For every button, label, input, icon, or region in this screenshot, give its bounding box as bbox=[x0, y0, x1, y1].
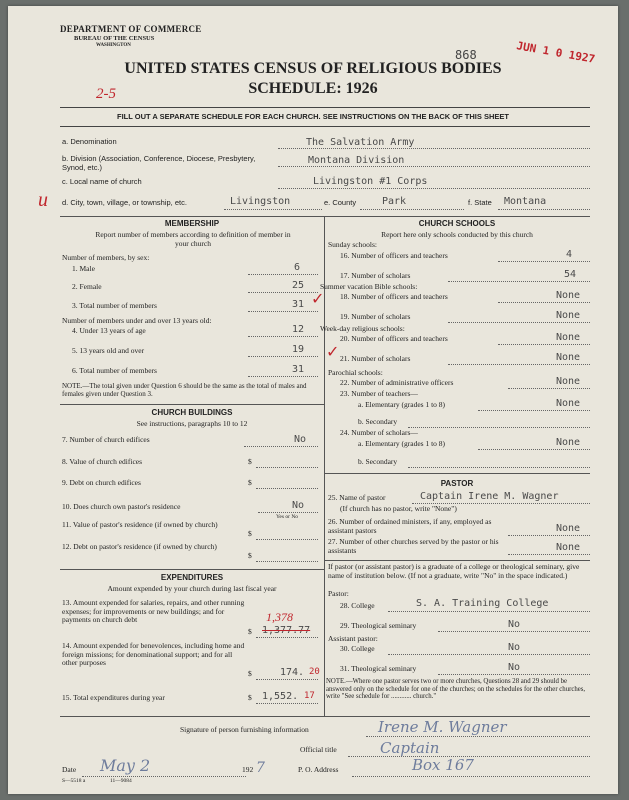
form-number-2: 11—9084 bbox=[110, 778, 132, 784]
q6-value[interactable]: 31 bbox=[292, 364, 305, 375]
state-value[interactable]: Montana bbox=[504, 196, 547, 207]
q4-value[interactable]: 12 bbox=[292, 324, 305, 335]
q23a-value[interactable]: None bbox=[556, 398, 581, 409]
city-value[interactable]: Livingston bbox=[230, 196, 291, 207]
q3-label: 3. Total number of members bbox=[72, 301, 157, 310]
official-title-value[interactable]: Captain bbox=[380, 739, 440, 757]
division-value[interactable]: Montana Division bbox=[308, 155, 405, 166]
q27-label: 27. Number of other churches served by the pastor or his assistants bbox=[328, 537, 499, 555]
q29-label: 29. Theological seminary bbox=[340, 621, 417, 630]
signature-label: Signature of person furnishing information bbox=[180, 725, 309, 734]
q23b-label: b. Secondary bbox=[358, 417, 398, 426]
q31-value[interactable]: No bbox=[508, 662, 521, 673]
form-title: UNITED STATES CENSUS OF RELIGIOUS BODIES bbox=[124, 60, 502, 77]
q5-label: 5. 13 years old and over bbox=[72, 346, 145, 355]
instruction-line: FILL OUT A SEPARATE SCHEDULE FOR EACH CHURCH. SEE INSTRUCTIONS ON THE BACK OF THIS SHEET bbox=[117, 112, 509, 121]
q15-cents: 17 bbox=[304, 691, 315, 701]
q20-value[interactable]: None bbox=[556, 332, 581, 343]
q23-label: 23. Number of teachers— bbox=[340, 389, 418, 398]
q9-dollar: $ bbox=[248, 478, 252, 487]
q8-label: 8. Value of church edifices bbox=[62, 457, 143, 466]
local-name-label: c. Local name of church bbox=[62, 177, 142, 186]
city-label: d. City, town, village, or township, etc. bbox=[62, 198, 187, 207]
county-label: e. County bbox=[324, 198, 357, 207]
q30-value[interactable]: No bbox=[508, 642, 521, 653]
q24b-label: b. Secondary bbox=[358, 457, 398, 466]
q12-dollar: $ bbox=[248, 551, 252, 560]
q23a-label: a. Elementary (grades 1 to 8) bbox=[358, 400, 446, 409]
q24-label: 24. Number of scholars— bbox=[340, 428, 418, 437]
checkmark-icon: ✓ bbox=[326, 344, 340, 361]
county-value[interactable]: Park bbox=[382, 196, 407, 207]
q21-value[interactable]: None bbox=[556, 352, 581, 363]
q28-label: 28. College bbox=[340, 601, 375, 610]
yes-no-hint: Yes or No bbox=[276, 514, 299, 520]
q15-label: 15. Total expenditures during year bbox=[62, 693, 165, 702]
q22-value[interactable]: None bbox=[556, 376, 581, 387]
q17-label: 17. Number of scholars bbox=[340, 271, 411, 280]
q16-label: 16. Number of officers and teachers bbox=[340, 251, 448, 260]
year-digit: 7 bbox=[256, 760, 265, 776]
date-label: Date bbox=[62, 765, 77, 774]
pastor-note: NOTE.—Where one pastor serves two or more churches, Questions 28 and 29 should be answered only on the schedule for one of the churches; on the schedules for the other churches, write "See schedule for ............ church." bbox=[326, 678, 586, 701]
q31-label: 31. Theological seminary bbox=[340, 664, 417, 673]
q20-label: 20. Number of officers and teachers bbox=[340, 334, 448, 343]
q2-label: 2. Female bbox=[72, 282, 102, 291]
q15-value[interactable]: 1,552. bbox=[262, 691, 299, 702]
census-form bbox=[8, 6, 618, 794]
po-address-label: P. O. Address bbox=[298, 765, 339, 774]
q24a-label: a. Elementary (grades 1 to 8) bbox=[358, 439, 446, 448]
q14-value[interactable]: 174. bbox=[280, 667, 305, 678]
q18-value[interactable]: None bbox=[556, 290, 581, 301]
q1-label: 1. Male bbox=[72, 264, 95, 273]
local-name-value[interactable]: Livingston #1 Corps bbox=[313, 176, 428, 187]
pastor-heading: PASTOR bbox=[440, 479, 474, 488]
q10-value[interactable]: No bbox=[292, 500, 305, 511]
q9-label: 9. Debt on church edifices bbox=[62, 478, 141, 487]
signature-value[interactable]: Irene M. Wagner bbox=[378, 718, 507, 736]
expenditures-intro: Amount expended by your church during last fiscal year bbox=[107, 584, 277, 593]
q13-dollar: $ bbox=[248, 627, 252, 636]
buildings-heading: CHURCH BUILDINGS bbox=[151, 408, 233, 417]
q14-label: 14. Amount expended for benevolences, including home and foreign missions; for denominational support; and for all other purposes bbox=[62, 641, 245, 667]
q13-value[interactable]: 1,377.77 bbox=[262, 625, 311, 636]
q2-value[interactable]: 25 bbox=[292, 280, 305, 291]
assistant-sublabel: Assistant pastor: bbox=[328, 634, 378, 643]
checkmark-icon: ✓ bbox=[311, 291, 325, 308]
stamp-number: 868 bbox=[455, 48, 477, 62]
location: WASHINGTON bbox=[96, 43, 131, 48]
q3-value[interactable]: 31 bbox=[292, 299, 305, 310]
q21-label: 21. Number of scholars bbox=[340, 354, 411, 363]
division-label: b. Division (Association, Conference, Diocese, Presbytery, Synod, etc.) bbox=[62, 154, 256, 172]
year-label: 192 bbox=[242, 765, 254, 774]
summer-label: Summer vacation Bible schools: bbox=[320, 282, 418, 291]
pencil-note: 2-5 bbox=[96, 86, 116, 102]
q12-label: 12. Debt on pastor's residence (if owned by church) bbox=[62, 542, 217, 551]
q6-label: 6. Total number of members bbox=[72, 366, 157, 375]
q28-value[interactable]: S. A. Training College bbox=[416, 598, 549, 609]
graduate-note: If pastor (or assistant pastor) is a graduate of a college or theological seminary, give name of institution below. (If not a graduate, write "No" in the space indicated.) bbox=[328, 562, 580, 580]
q1-value[interactable]: 6 bbox=[294, 262, 301, 273]
weekday-label: Week-day religious schools: bbox=[320, 324, 405, 333]
denomination-value[interactable]: The Salvation Army bbox=[306, 137, 415, 148]
q19-label: 19. Number of scholars bbox=[340, 312, 411, 321]
department-name: DEPARTMENT OF COMMERCE bbox=[60, 24, 202, 34]
q25-value[interactable]: Captain Irene M. Wagner bbox=[420, 491, 559, 502]
q7-value[interactable]: No bbox=[294, 434, 307, 445]
q14-cents: 20 bbox=[309, 667, 320, 677]
q5-value[interactable]: 19 bbox=[292, 344, 305, 355]
schedule-title: SCHEDULE: 1926 bbox=[248, 80, 378, 97]
q22-label: 22. Number of administrative officers bbox=[340, 378, 454, 387]
q4-label: 4. Under 13 years of age bbox=[72, 326, 146, 335]
q17-value[interactable]: 54 bbox=[564, 269, 577, 280]
q18-label: 18. Number of officers and teachers bbox=[340, 292, 448, 301]
official-title-label: Official title bbox=[300, 745, 337, 754]
q25-label: 25. Name of pastor bbox=[328, 493, 386, 502]
form-number: S—5518 a bbox=[62, 778, 86, 784]
schools-heading: CHURCH SCHOOLS bbox=[418, 219, 496, 228]
q11-label: 11. Value of pastor's residence (if owned by church) bbox=[62, 520, 218, 529]
q8-dollar: $ bbox=[248, 457, 252, 466]
q30-label: 30. College bbox=[340, 644, 375, 653]
po-address-value[interactable]: Box 167 bbox=[412, 756, 474, 774]
membership-heading: MEMBERSHIP bbox=[164, 219, 220, 228]
q25-hint: (If church has no pastor, write "None") bbox=[340, 504, 457, 513]
membership-intro: Report number of members according to definition of member in your church bbox=[95, 230, 291, 248]
q19-value[interactable]: None bbox=[556, 310, 581, 321]
by-age-label: Number of members under and over 13 years old: bbox=[62, 316, 212, 325]
by-sex-label: Number of members, by sex: bbox=[62, 253, 150, 262]
q16-value[interactable]: 4 bbox=[566, 249, 573, 260]
q11-dollar: $ bbox=[248, 529, 252, 538]
q26-value[interactable]: None bbox=[556, 523, 581, 534]
q7-label: 7. Number of church edifices bbox=[62, 435, 150, 444]
q26-label: 26. Number of ordained ministers, if any, employed as assistant pastors bbox=[328, 517, 492, 535]
denomination-label: a. Denomination bbox=[62, 137, 117, 146]
pastor-sublabel: Pastor: bbox=[328, 589, 349, 598]
parochial-label: Parochial schools: bbox=[328, 368, 383, 377]
q14-dollar: $ bbox=[248, 669, 252, 678]
q13-correction: 1,378 bbox=[266, 610, 293, 624]
date-value[interactable]: May 2 bbox=[100, 756, 151, 775]
state-label: f. State bbox=[468, 198, 492, 207]
membership-note: NOTE.—The total given under Question 6 should be the same as the total of males and females given under Question 3. bbox=[62, 382, 307, 398]
q10-label: 10. Does church own pastor's residence bbox=[62, 502, 181, 511]
expenditures-heading: EXPENDITURES bbox=[160, 573, 224, 582]
sunday-label: Sunday schools: bbox=[328, 240, 377, 249]
q27-value[interactable]: None bbox=[556, 542, 581, 553]
q15-dollar: $ bbox=[248, 693, 252, 702]
q29-value[interactable]: No bbox=[508, 619, 521, 630]
date-stamp: JUN 1 0 1927 bbox=[515, 39, 597, 66]
q24a-value[interactable]: None bbox=[556, 437, 581, 448]
schools-intro: Report here only schools conducted by this church bbox=[381, 230, 533, 239]
q13-label: 13. Amount expended for salaries, repairs, and other running expenses; for improvements or new buildings; and for payments on church debt bbox=[62, 598, 245, 624]
buildings-intro: See instructions, paragraphs 10 to 12 bbox=[136, 419, 248, 428]
bureau-name: BUREAU OF THE CENSUS bbox=[74, 35, 155, 42]
margin-mark: u bbox=[38, 189, 48, 211]
